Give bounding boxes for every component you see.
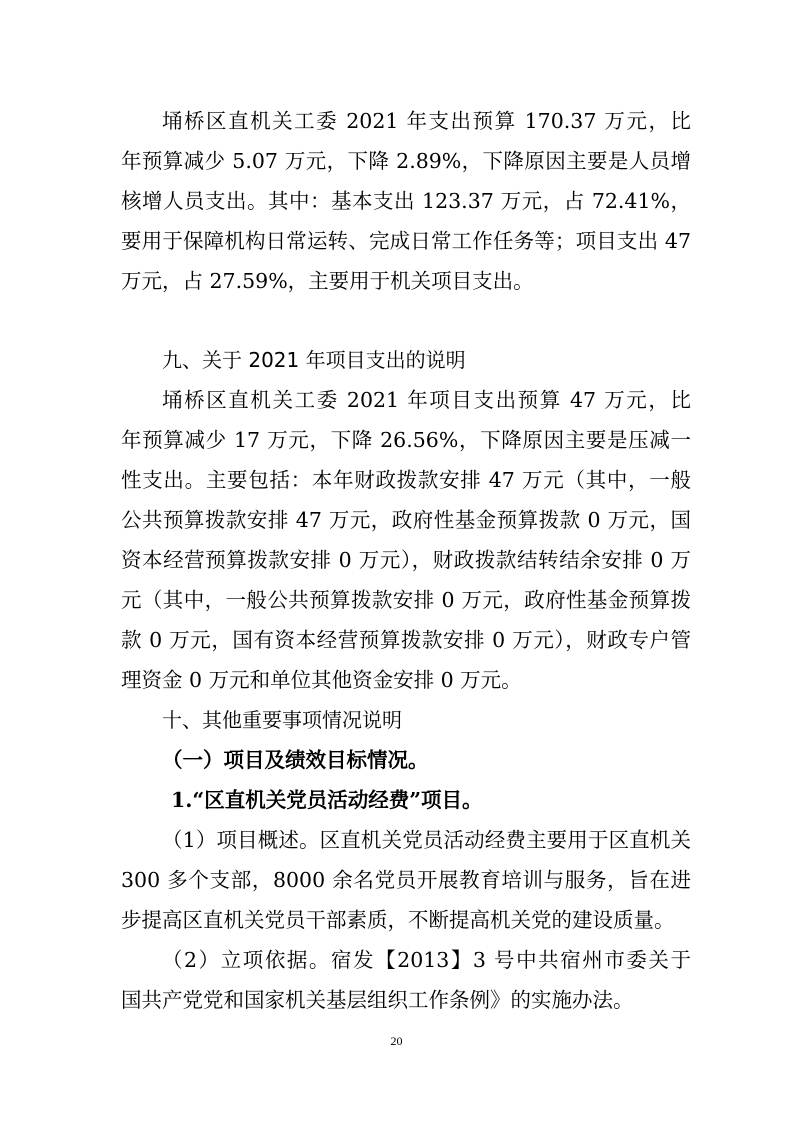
section-heading: 十、其他重要事项情况说明 [162, 708, 402, 732]
subsection-heading: （一）项目及绩效目标情况。 [162, 748, 429, 772]
paragraph-line: 埇桥区直机关工委 2021 年支出预算 170.37 万元，比 [162, 109, 691, 133]
paragraph-line: 要用于保障机构日常运转、完成日常工作任务等；项目支出 47 [121, 229, 691, 253]
section-heading: 九、关于 2021 年项目支出的说明 [162, 348, 466, 372]
page-number: 20 [390, 1034, 403, 1048]
paragraph-line: 公共预算拨款安排 47 万元，政府性基金预算拨款 0 万元，国 [121, 508, 691, 532]
paragraph-line: 资本经营预算拨款安排 0 万元），财政拨款结转结余安排 0 万 [121, 548, 691, 572]
paragraph-line: 理资金 0 万元和单位其他资金安排 0 万元。 [121, 668, 522, 692]
paragraph-line: 国共产党党和国家机关基层组织工作条例》的实施办法。 [121, 988, 634, 1012]
paragraph-line: 万元，占 27.59%，主要用于机关项目支出。 [121, 269, 534, 293]
paragraph-line: 核增人员支出。其中：基本支出 123.37 万元，占 72.41%， [121, 189, 691, 213]
paragraph-line: 埇桥区直机关工委 2021 年项目支出预算 47 万元，比 [162, 388, 691, 412]
paragraph-line: 款 0 万元，国有资本经营预算拨款安排 0 万元），财政专户管 [121, 628, 691, 652]
paragraph-line: （2）立项依据。宿发【2013】3 号中共宿州市委关于 [162, 948, 691, 972]
paragraph-line: 年预算减少 17 万元，下降 26.56%，下降原因主要是压减一 [121, 428, 691, 452]
item-heading: 1.“区直机关党员活动经费”项目。 [171, 788, 483, 812]
paragraph-line: 300 多个支部，8000 余名党员开展教育培训与服务，旨在进 [121, 868, 691, 892]
paragraph-line: 性支出。主要包括：本年财政拨款安排 47 万元（其中，一般 [121, 468, 691, 492]
paragraph-line: 步提高区直机关党员干部素质，不断提高机关党的建设质量。 [121, 908, 675, 932]
paragraph-line: 年预算减少 5.07 万元，下降 2.89%，下降原因主要是人员增 [121, 149, 691, 173]
paragraph-line: 元（其中，一般公共预算拨款安排 0 万元，政府性基金预算拨 [121, 588, 691, 612]
paragraph-line: （1）项目概述。区直机关党员活动经费主要用于区直机关 [162, 828, 691, 852]
